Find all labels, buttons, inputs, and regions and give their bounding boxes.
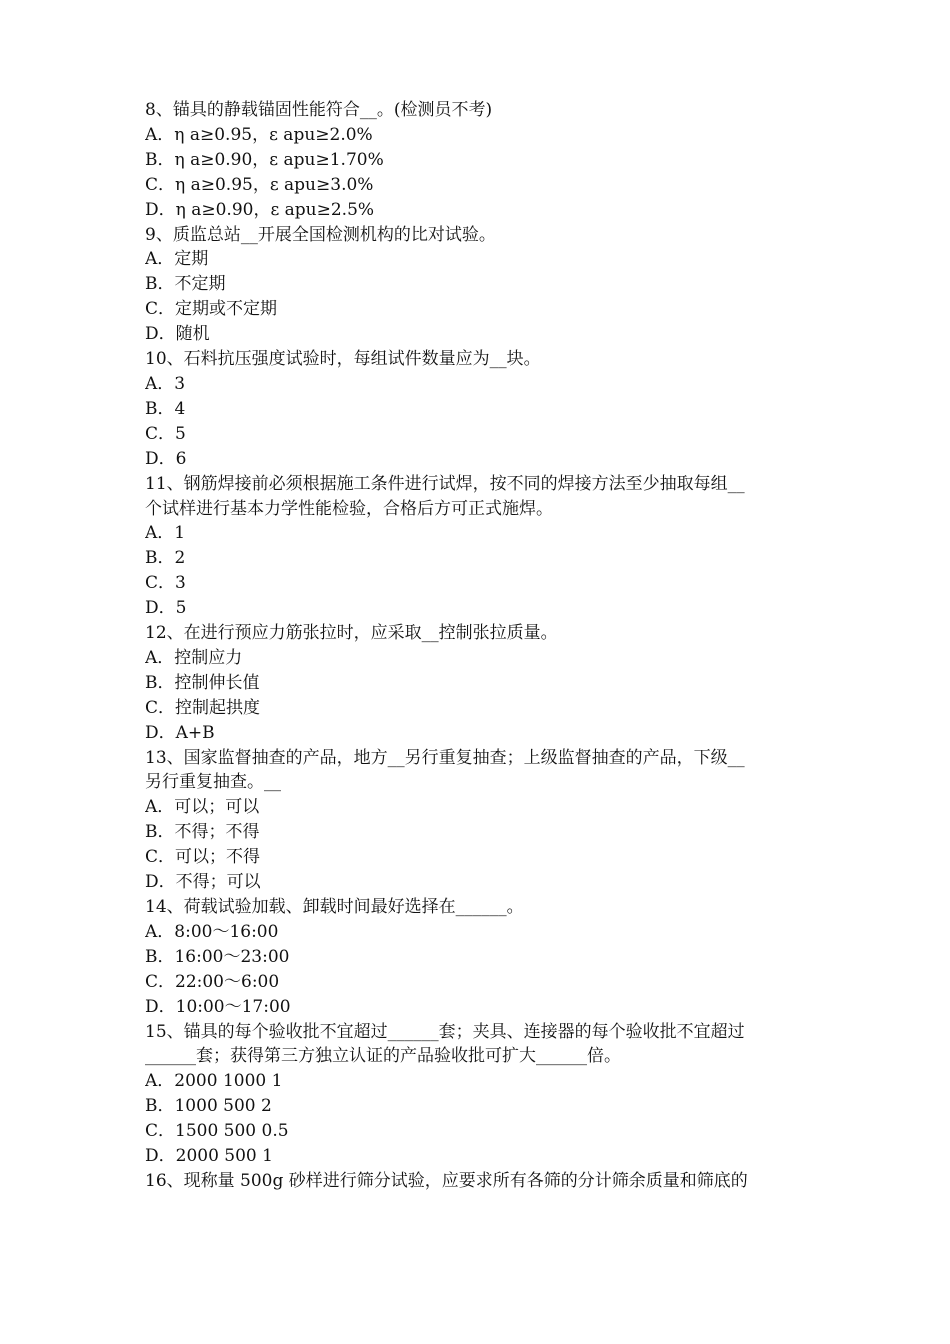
text-line: D．η a≥0.90，ε apu≥2.5% <box>145 199 375 220</box>
text-line: ______套；获得第三方独立认证的产品验收批可扩大______倍。 <box>145 1046 621 1067</box>
text-line: C．可以；不得 <box>145 847 261 868</box>
text-line: B．1000 500 2 <box>145 1096 272 1117</box>
text-line: D．6 <box>145 448 187 469</box>
text-line: A．1 <box>145 523 186 544</box>
text-line: B．控制伸长值 <box>145 672 260 693</box>
text-line: 12、在进行预应力筋张拉时，应采取__控制张拉质量。 <box>145 623 558 644</box>
text-line: A．3 <box>145 373 186 394</box>
text-line: B．16:00～23:00 <box>145 946 290 967</box>
text-line: B．不得；不得 <box>145 822 260 843</box>
document-body <box>145 98 810 1194</box>
text-line: D．2000 500 1 <box>145 1146 273 1167</box>
text-line: B．2 <box>145 548 186 569</box>
text-line: C．η a≥0.95，ε apu≥3.0% <box>145 174 374 195</box>
text-line: C．3 <box>145 573 186 594</box>
text-line: A．控制应力 <box>145 647 243 668</box>
text-line: D．A+B <box>145 722 215 743</box>
text-line: 13、国家监督抽查的产品，地方__另行重复抽查；上级监督抽查的产品，下级__ <box>145 747 745 768</box>
text-line: D．不得；可以 <box>145 872 261 893</box>
text-line: B．不定期 <box>145 274 226 295</box>
text-line: C．5 <box>145 423 186 444</box>
text-line: B．4 <box>145 398 186 419</box>
text-line: 个试样进行基本力学性能检验，合格后方可正式施焊。 <box>145 498 553 519</box>
text-line: B．η a≥0.90，ε apu≥1.70% <box>145 149 384 170</box>
text-line: 11、钢筋焊接前必须根据施工条件进行试焊，按不同的焊接方法至少抽取每组__ <box>145 473 745 494</box>
text-line: C．控制起拱度 <box>145 697 261 718</box>
text-line: A．定期 <box>145 249 209 270</box>
text-line: C．1500 500 0.5 <box>145 1121 289 1142</box>
text-line: 15、锚具的每个验收批不宜超过______套；夹具、连接器的每个验收批不宜超过 <box>145 1021 745 1042</box>
text-line: D．随机 <box>145 324 210 345</box>
text-line: 9、质监总站__开展全国检测机构的比对试验。 <box>145 224 496 245</box>
text-line: D．5 <box>145 598 187 619</box>
text-line: A．可以；可以 <box>145 797 260 818</box>
text-line: C．定期或不定期 <box>145 299 278 320</box>
text-line: D．10:00～17:00 <box>145 996 291 1017</box>
text-line: A．η a≥0.95，ε apu≥2.0% <box>145 124 373 145</box>
text-line: A．8:00～16:00 <box>145 921 279 942</box>
text-line: 另行重复抽查。__ <box>145 772 281 793</box>
text-line: 8、锚具的静载锚固性能符合__。(检测员不考) <box>145 100 493 120</box>
text-line: A．2000 1000 1 <box>145 1071 283 1092</box>
text-line: 10、石料抗压强度试验时，每组试件数量应为__块。 <box>145 349 541 370</box>
text-line: 14、荷载试验加载、卸载时间最好选择在______。 <box>145 897 524 917</box>
text-line: 16、现称量 500g 砂样进行筛分试验，应要求所有各筛的分计筛余质量和筛底的 <box>145 1170 748 1191</box>
text-line: C．22:00～6:00 <box>145 971 280 992</box>
